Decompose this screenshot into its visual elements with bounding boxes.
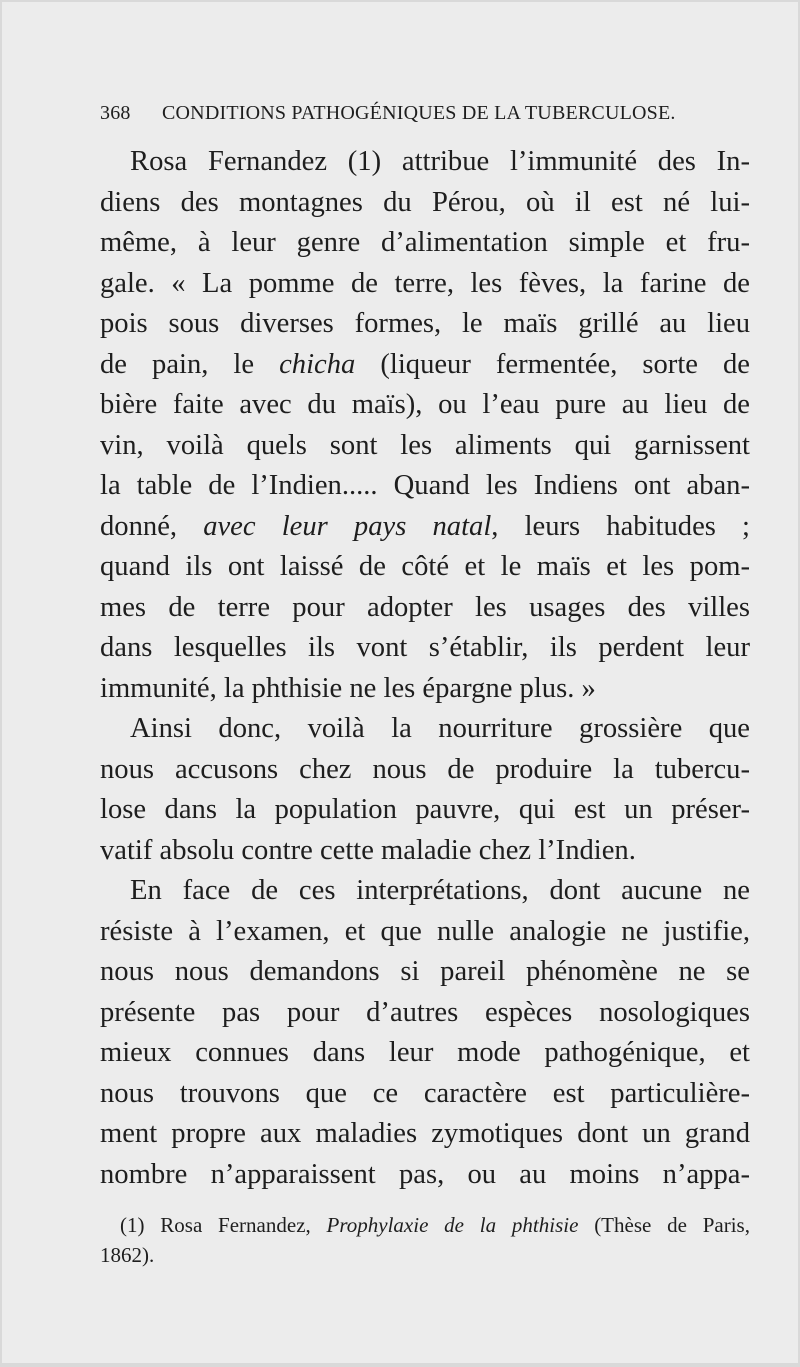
italic-run: Prophylaxie de la phthisie [326, 1213, 579, 1237]
text-line: résiste à l’examen, et que nulle analogie ne justifie, [100, 915, 750, 947]
text-run: (Thèse de Paris, [578, 1213, 750, 1237]
text-line: Rosa Fernandez (1) attribue l’immunité des In- [130, 146, 750, 177]
text-run: , leurs habitudes ; [491, 510, 750, 542]
text-line: bière faite avec du maïs), ou l’eau pure au lieu de [100, 389, 750, 420]
body-text [100, 142, 750, 1195]
text-line: Ainsi donc, voilà la nourriture grossière que [130, 713, 750, 744]
footnote-line: 1862). [100, 1243, 155, 1267]
text-line: mieux connues dans leur mode pathogénique, et [100, 1037, 750, 1068]
page-number: 368 [100, 102, 131, 124]
text-run: (1) Rosa Fernandez, [120, 1213, 327, 1237]
italic-run: avec leur pays natal [203, 510, 492, 542]
text-line: vatif absolu contre cette maladie chez l’Indien. [100, 834, 636, 866]
text-line: immunité, la phthisie ne les épargne plus. » [100, 672, 596, 704]
text-run: donné, [100, 510, 204, 542]
text-line: lose dans la population pauvre, qui est un préser- [100, 794, 750, 825]
text-line: même, à leur genre d’alimentation simple et fru- [100, 227, 750, 258]
text-line: nous nous demandons si pareil phénomène ne se [100, 956, 750, 987]
text-line: vin, voilà quels sont les aliments qui garnissent [100, 429, 750, 461]
text-line [100, 345, 750, 386]
text-line: diens des montagnes du Pérou, où il est né lui- [100, 186, 750, 218]
text-line: nous accusons chez nous de produire la tubercu- [100, 753, 750, 785]
text-line: mes de terre pour adopter les usages des villes [100, 591, 750, 623]
italic-run: chicha [279, 348, 356, 380]
text-line [100, 507, 750, 548]
text-line: présente pas pour d’autres espèces nosologiques [100, 996, 750, 1028]
running-head [100, 102, 750, 134]
text-line: dans lesquelles ils vont s’établir, ils perdent leur [100, 632, 750, 663]
text-line: nombre n’apparaissent pas, ou au moins n’appa- [100, 1158, 750, 1190]
text-line: ment propre aux maladies zymotiques dont un grand [100, 1118, 750, 1149]
text-run: (liqueur fermentée, sorte de [355, 348, 750, 380]
text-line: gale. « La pomme de terre, les fèves, la farine de [100, 267, 750, 299]
book-page [2, 2, 798, 1363]
text-line: pois sous diverses formes, le maïs grillé au lieu [100, 308, 750, 339]
text-line: En face de ces interprétations, dont aucune ne [130, 875, 750, 906]
running-title: CONDITIONS PATHOGÉNIQUES DE LA TUBERCULOSE. [162, 102, 676, 124]
footnote-line [100, 1210, 750, 1240]
text-line: la table de l’Indien..... Quand les Indiens ont aban- [100, 470, 750, 501]
text-line: nous trouvons que ce caractère est particulière- [100, 1077, 750, 1109]
text-line: quand ils ont laissé de côté et le maïs et les pom- [100, 551, 750, 582]
text-run: de pain, le [100, 348, 280, 380]
footnote [100, 1210, 750, 1270]
